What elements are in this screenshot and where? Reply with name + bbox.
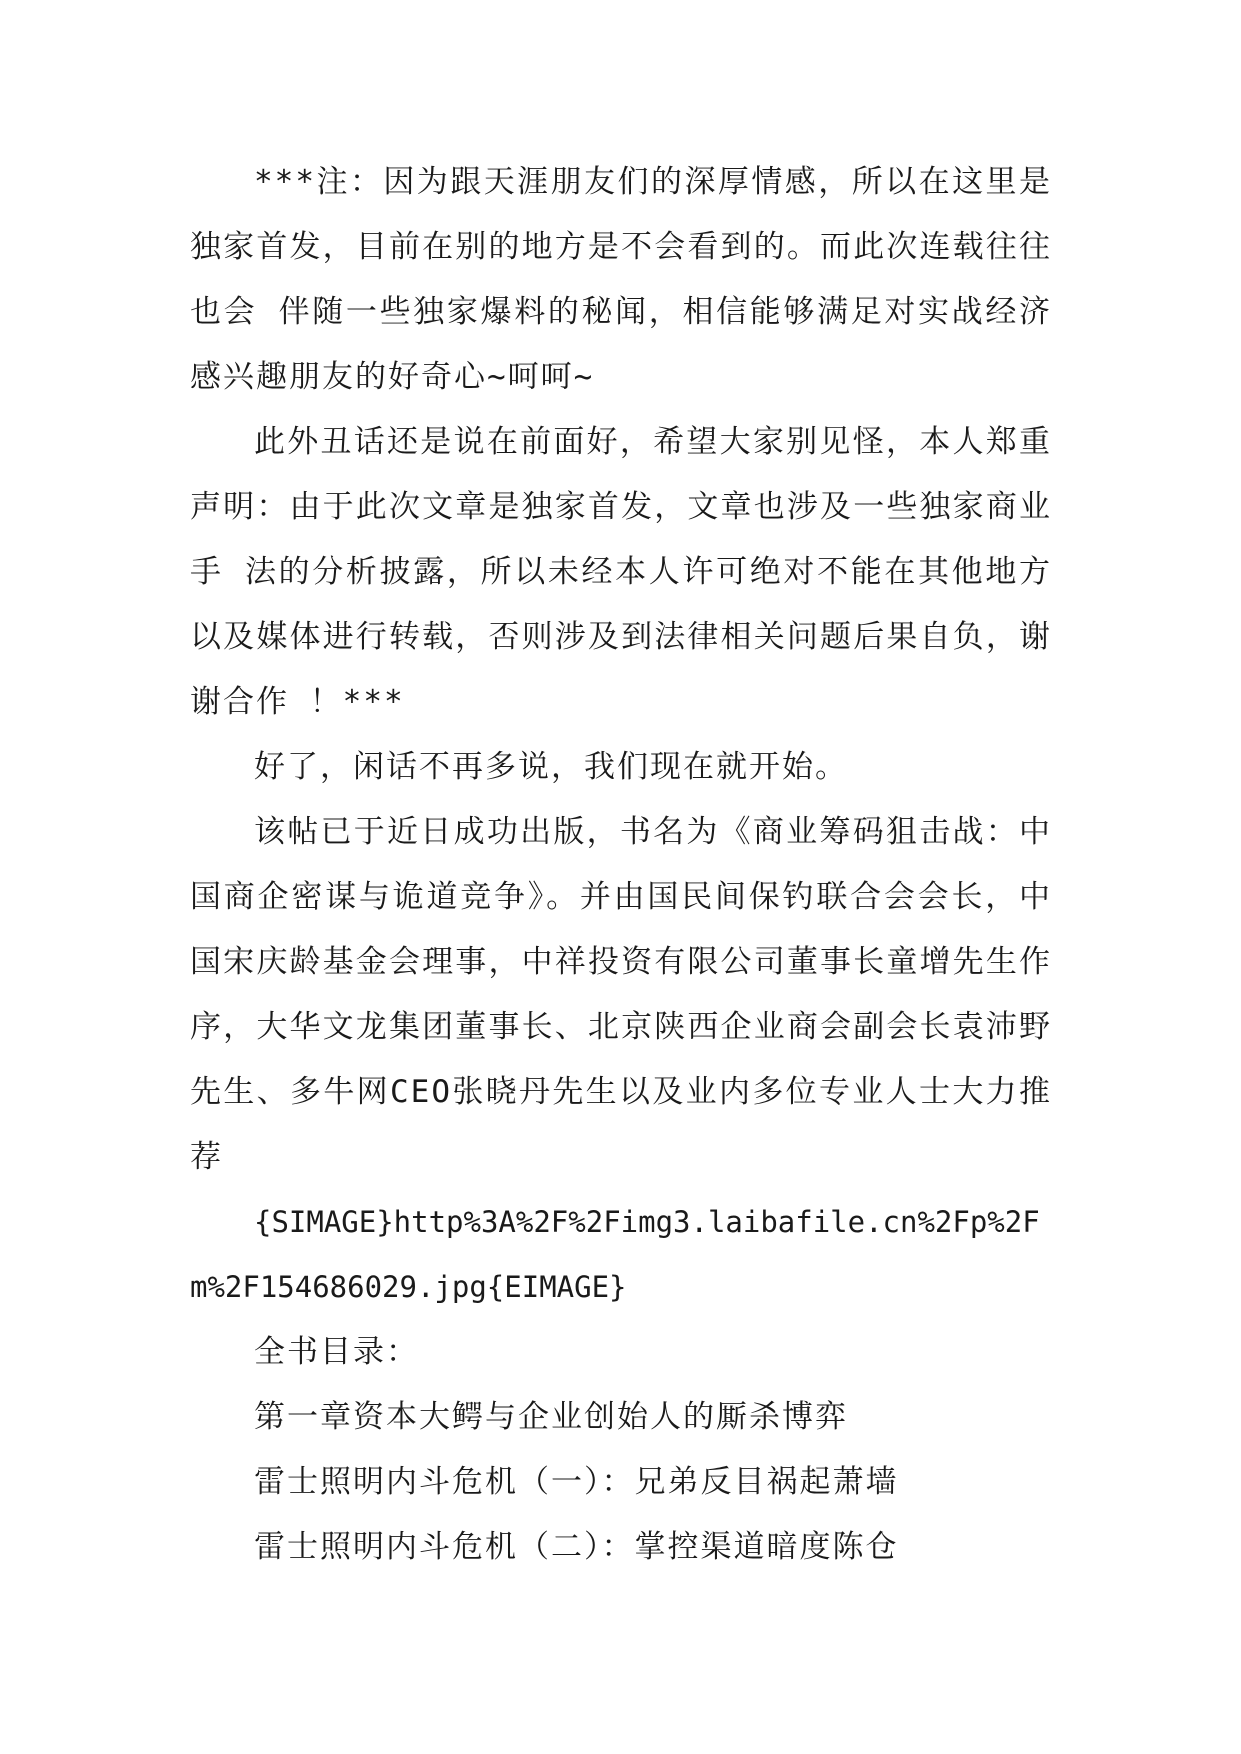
toc-item: 雷士照明内斗危机（二）：掌控渠道暗度陈仓 — [254, 1529, 899, 1565]
paragraph-publication: 该帖已于近日成功出版，书名为《商业筹码狙击战：中国商企密谋与诡道竞争》。并由国民间保钓联合会会长，中国宋庆龄基金会理事，中祥投资有限公司董事长童增先生作序，大华文龙集团董事长、北京陕西企业商会副会长袁沛野先生、多牛网CEO张晓丹先生以及业内多位专业人士大力推荐 — [190, 814, 1052, 1175]
paragraph-notice: ***注：因为跟天涯朋友们的深厚情感，所以在这里是独家首发，目前在别的地方是不会看到的。而此次连载往往也会 伴随一些独家爆料的秘闻，相信能够满足对实战经济感兴趣朋友的好奇心~呵呵~ — [190, 164, 1052, 395]
toc-item: 雷士照明内斗危机（一）：兄弟反目祸起萧墙 — [254, 1464, 899, 1500]
paragraph-start: 好了，闲话不再多说，我们现在就开始。 — [254, 749, 848, 785]
toc-item: 第一章资本大鳄与企业创始人的厮杀博弈 — [254, 1399, 848, 1435]
document-page — [190, 150, 1052, 1580]
toc-heading: 全书目录： — [254, 1334, 419, 1370]
paragraph-image-placeholder: {SIMAGE}http%3A%2F%2Fimg3.laibafile.cn%2Fp%2Fm%2F154686029.jpg{EIMAGE} — [190, 1205, 1040, 1304]
paragraph-statement: 此外丑话还是说在前面好，希望大家别见怪，本人郑重声明：由于此次文章是独家首发，文章也涉及一些独家商业手 法的分析披露，所以未经本人许可绝对不能在其他地方以及媒体进行转载，否则涉及到法律相关问题后果自负，谢谢合作 ！*** — [190, 424, 1052, 720]
